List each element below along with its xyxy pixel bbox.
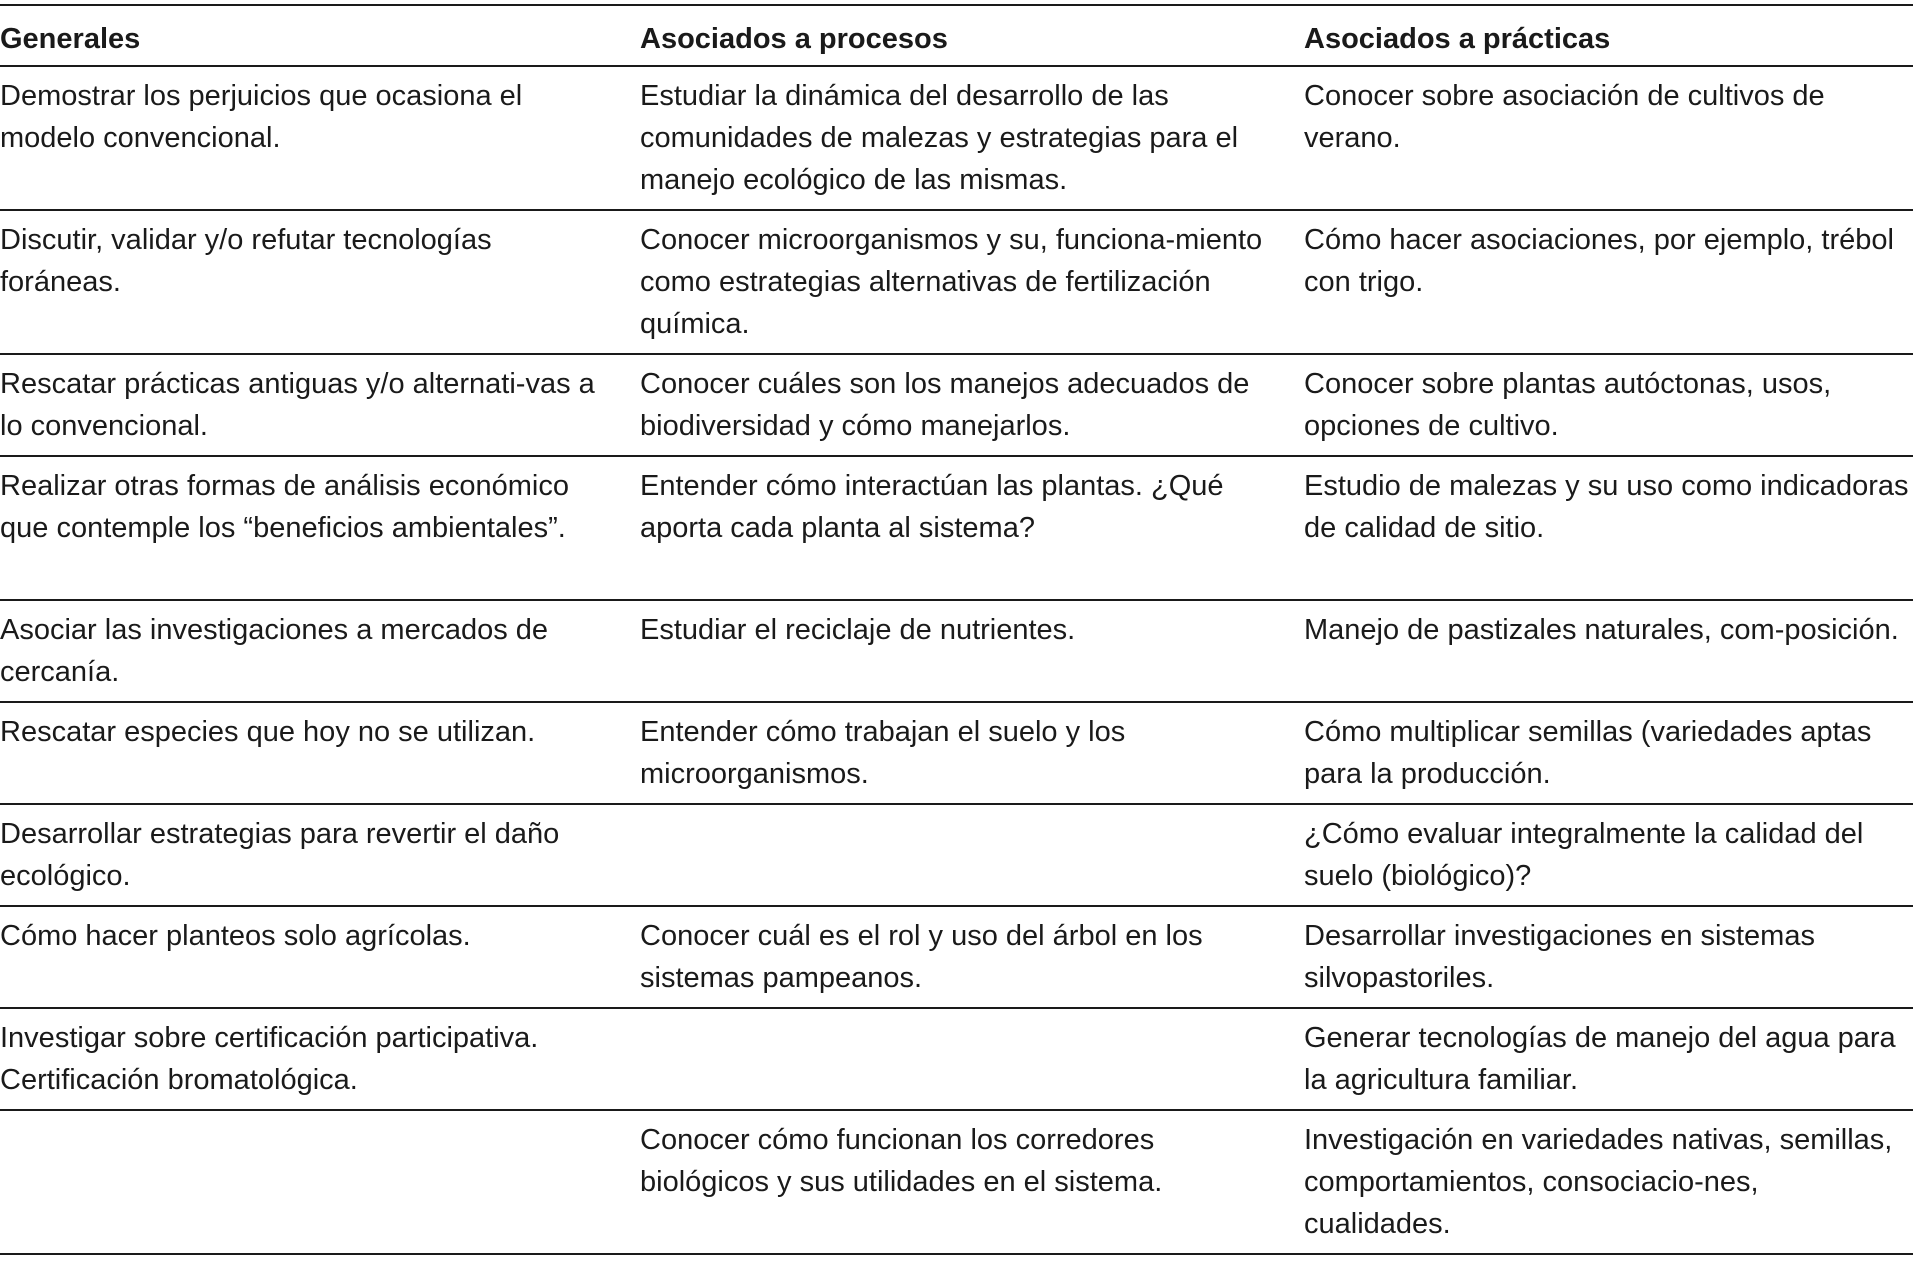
cell-generales: Asociar las investigaciones a mercados de cercanía. <box>0 600 640 702</box>
cell-practicas: Estudio de malezas y su uso como indicadoras de calidad de sitio. <box>1304 456 1913 600</box>
cell-generales: Rescatar especies que hoy no se utilizan. <box>0 702 640 804</box>
cell-generales: Desarrollar estrategias para revertir el daño ecológico. <box>0 804 640 906</box>
table-row <box>0 456 1913 600</box>
cell-procesos: Entender cómo interactúan las plantas. ¿Qué aporta cada planta al sistema? <box>640 456 1304 600</box>
cell-practicas: Desarrollar investigaciones en sistemas silvopastoriles. <box>1304 906 1913 1008</box>
cell-practicas: ¿Cómo evaluar integralmente la calidad del suelo (biológico)? <box>1304 804 1913 906</box>
cell-generales: Demostrar los perjuicios que ocasiona el modelo convencional. <box>0 66 640 210</box>
research-needs-table <box>0 4 1913 1255</box>
cell-procesos <box>640 804 1304 906</box>
cell-practicas: Conocer sobre plantas autóctonas, usos, opciones de cultivo. <box>1304 354 1913 456</box>
cell-practicas: Conocer sobre asociación de cultivos de verano. <box>1304 66 1913 210</box>
cell-generales: Cómo hacer planteos solo agrícolas. <box>0 906 640 1008</box>
table-row <box>0 1008 1913 1110</box>
cell-generales: Discutir, validar y/o refutar tecnologías foráneas. <box>0 210 640 354</box>
table-row <box>0 600 1913 702</box>
cell-practicas: Cómo multiplicar semillas (variedades aptas para la producción. <box>1304 702 1913 804</box>
cell-procesos <box>640 1008 1304 1110</box>
header-procesos: Asociados a procesos <box>640 5 1304 66</box>
cell-practicas: Investigación en variedades nativas, semillas, comportamientos, consociacio-nes, cualidades. <box>1304 1110 1913 1254</box>
table-row <box>0 1110 1913 1254</box>
table-row <box>0 804 1913 906</box>
table-row <box>0 210 1913 354</box>
cell-procesos: Conocer cuál es el rol y uso del árbol en los sistemas pampeanos. <box>640 906 1304 1008</box>
cell-procesos: Conocer cuáles son los manejos adecuados de biodiversidad y cómo manejarlos. <box>640 354 1304 456</box>
table-header-row <box>0 5 1913 66</box>
cell-generales: Investigar sobre certificación participativa. Certificación bromatológica. <box>0 1008 640 1110</box>
cell-generales <box>0 1110 640 1254</box>
table-row <box>0 702 1913 804</box>
table-row <box>0 354 1913 456</box>
cell-procesos: Estudiar la dinámica del desarrollo de las comunidades de malezas y estrategias para el manejo ecológico de las mismas. <box>640 66 1304 210</box>
table-row <box>0 66 1913 210</box>
cell-practicas: Cómo hacer asociaciones, por ejemplo, trébol con trigo. <box>1304 210 1913 354</box>
cell-procesos: Conocer microorganismos y su, funciona-miento como estrategias alternativas de fertilización química. <box>640 210 1304 354</box>
cell-generales: Realizar otras formas de análisis económico que contemple los “beneficios ambientales”. <box>0 456 640 600</box>
cell-practicas: Generar tecnologías de manejo del agua para la agricultura familiar. <box>1304 1008 1913 1110</box>
cell-generales: Rescatar prácticas antiguas y/o alternati-vas a lo convencional. <box>0 354 640 456</box>
table-row <box>0 906 1913 1008</box>
research-needs-table-wrapper <box>0 4 1913 1255</box>
header-generales: Generales <box>0 5 640 66</box>
cell-procesos: Conocer cómo funcionan los corredores biológicos y sus utilidades en el sistema. <box>640 1110 1304 1254</box>
cell-procesos: Estudiar el reciclaje de nutrientes. <box>640 600 1304 702</box>
cell-practicas: Manejo de pastizales naturales, com-posición. <box>1304 600 1913 702</box>
header-practicas: Asociados a prácticas <box>1304 5 1913 66</box>
cell-procesos: Entender cómo trabajan el suelo y los microorganismos. <box>640 702 1304 804</box>
